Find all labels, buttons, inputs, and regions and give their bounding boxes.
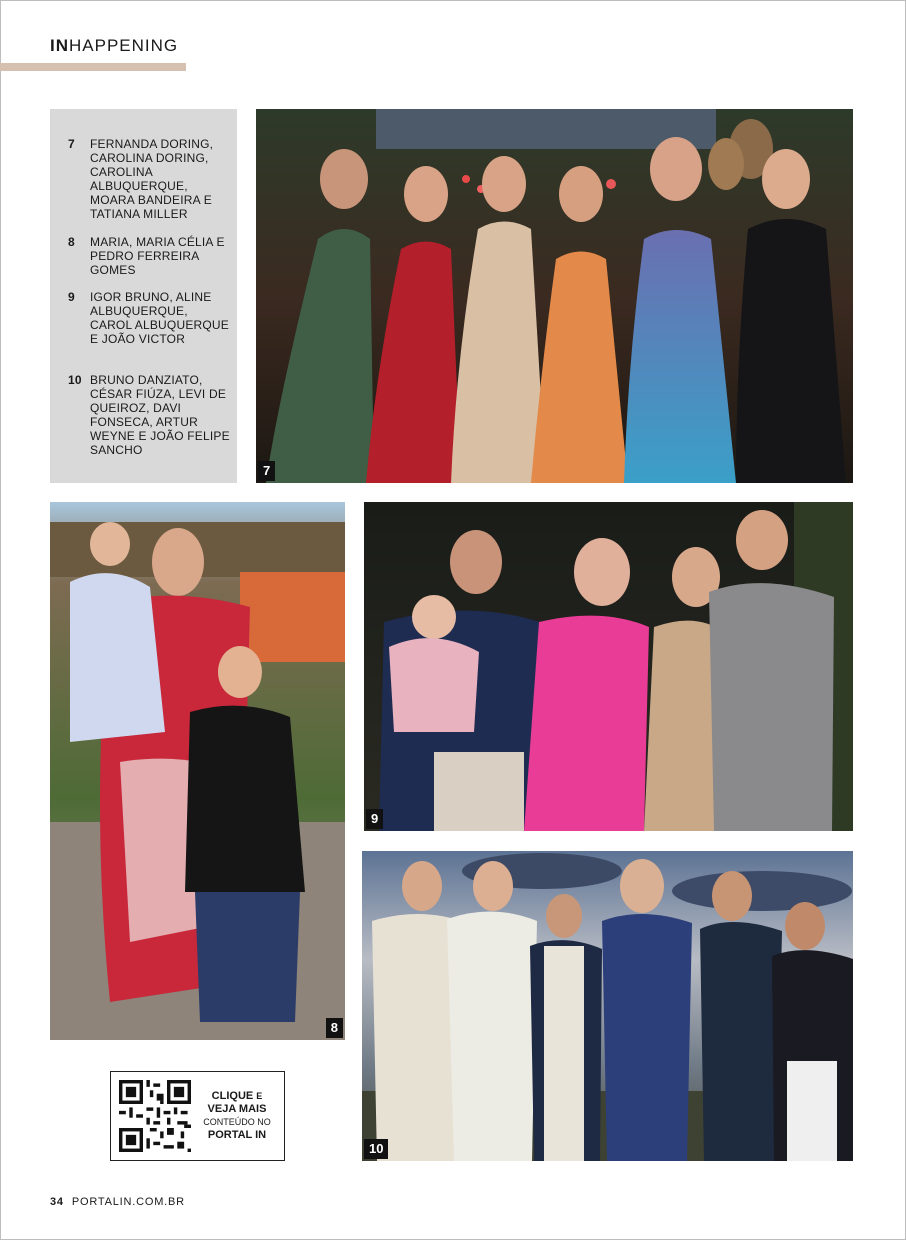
qr-cta-line2: VEJA MAIS: [207, 1103, 267, 1115]
caption-number: 10: [68, 373, 82, 387]
qr-cta: [197, 1090, 277, 1142]
caption-number: 9: [68, 290, 75, 304]
photo-number-badge: 7: [258, 461, 275, 481]
photo-number-badge: 8: [326, 1018, 343, 1038]
page-number: 34: [50, 1196, 64, 1208]
header-rule: [0, 63, 186, 71]
qr-cta-line1: CLIQUE E: [211, 1090, 263, 1102]
caption-names: FERNANDA DORING, CAROLINA DORING, CAROLINA ALBUQUERQUE, MOARA BANDEIRA E TATIANA MILLER: [90, 137, 214, 221]
qr-cta-line4: PORTAL IN: [207, 1129, 267, 1141]
caption-names: BRUNO DANZIATO, CÉSAR FIÚZA, LEVI DE QUEIROZ, DAVI FONSECA, ARTUR WEYNE E JOÃO FELIPE SANCHO: [90, 373, 230, 457]
caption-names: MARIA, MARIA CÉLIA E PEDRO FERREIRA GOMES: [90, 235, 225, 277]
header-brand: IN: [50, 36, 69, 55]
photo-7: [256, 109, 853, 483]
photo-9: [364, 502, 853, 831]
section-header: [50, 36, 178, 56]
qr-cta-line3: CONTEÚDO NO: [203, 1117, 271, 1127]
photo-number-badge: 10: [364, 1139, 388, 1159]
header-section: HAPPENING: [69, 36, 179, 55]
caption-panel: [50, 109, 237, 483]
qr-callout[interactable]: [110, 1071, 285, 1161]
caption-number: 8: [68, 235, 75, 249]
qr-code-icon[interactable]: [119, 1080, 191, 1152]
photo-number-badge: 9: [366, 809, 383, 829]
caption-names: IGOR BRUNO, ALINE ALBUQUERQUE, CAROL ALBUQUERQUE E JOÃO VICTOR: [90, 290, 229, 346]
caption-number: 7: [68, 137, 75, 151]
photo-8: [50, 502, 345, 1040]
photo-10: [362, 851, 853, 1161]
page-footer: [50, 1196, 185, 1208]
site-url[interactable]: PORTALIN.COM.BR: [71, 1196, 185, 1208]
